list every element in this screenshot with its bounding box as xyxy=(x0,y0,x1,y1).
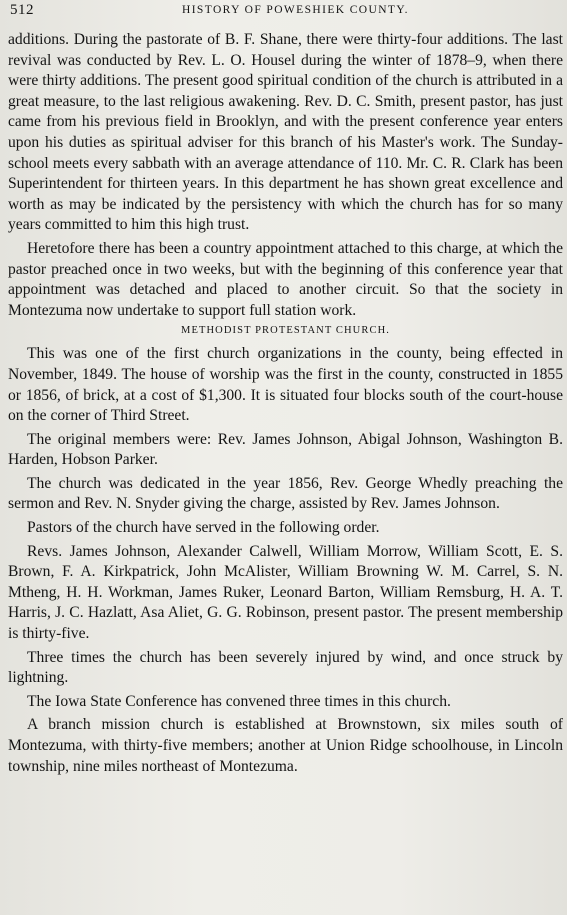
body-text xyxy=(8,30,563,777)
page-header xyxy=(8,0,563,30)
paragraph: Three times the church has been severely injured by wind, and once struck by lightning. xyxy=(8,648,563,687)
paragraph: Pastors of the church have served in the following order. xyxy=(27,519,380,537)
section-heading: METHODIST PROTESTANT CHURCH. xyxy=(181,325,390,337)
paragraph: The church was dedicated in the year 1856, Rev. George Whedly preaching the sermon and Rev. N. Snyder giving the charge, assisted by Rev. James Johnson. xyxy=(8,474,563,513)
paragraph: This was one of the first church organizations in the county, being effected in November, 1849. The house of worship was the first in the county, constructed in 1855 or 1856, of brick, at a cost of $1,300. It is situated four blocks south of the court-house on the corner of Third Street. xyxy=(8,345,563,425)
page-number: 512 xyxy=(10,2,34,18)
running-head: HISTORY OF POWESHIEK COUNTY. xyxy=(182,4,409,16)
paragraph: Heretofore there has been a country appointment attached to this charge, at which the pastor preached once in two weeks, but with the beginning of this conference year that appointment was detached and placed to another circuit. So that the society in Montezuma now undertake to support full station work. xyxy=(8,239,563,319)
paragraph: The Iowa State Conference has convened three times in this church. xyxy=(27,692,451,710)
paragraph: additions. During the pastorate of B. F. Shane, there were thirty-four additions. The last revival was conducted by Rev. L. O. Housel during the winter of 1878–9, when there were thirty additions. The present good spiritual condition of the church is attributed in a great measure, to the last religious awakening. Rev. D. C. Smith, present pastor, has just came from his previous field in Brooklyn, and with the present conference year enters upon his duties as spiritual adviser for this branch of his Master's work. The Sunday-school meets every sabbath with an average attendance of 110. Mr. C. R. Clark has been Superintendent for thirteen years. In this department he has shown great excellence and worth as may be indicated by the persistency with which the church has for so many years committed to him this high trust. xyxy=(8,31,563,234)
paragraph: The original members were: Rev. James Johnson, Abigal Johnson, Washington B. Harden, Hobson Parker. xyxy=(8,430,563,469)
paragraph: Revs. James Johnson, Alexander Calwell, William Morrow, William Scott, E. S. Brown, F. A. Kirkpatrick, John McAlister, William Browning W. M. Carrel, S. N. Mtheng, H. H. Workman, James Ruker, Leonard Barton, William Remsburg, H. A. T. Harris, J. C. Hazlatt, Asa Aliet, G. G. Robinson, present pastor. The present membership is thirty-five. xyxy=(8,542,563,643)
paragraph: A branch mission church is established at Brownstown, six miles south of Montezuma, with thirty-five members; another at Union Ridge schoolhouse, in Lincoln township, nine miles northeast of Montezuma. xyxy=(8,716,563,775)
